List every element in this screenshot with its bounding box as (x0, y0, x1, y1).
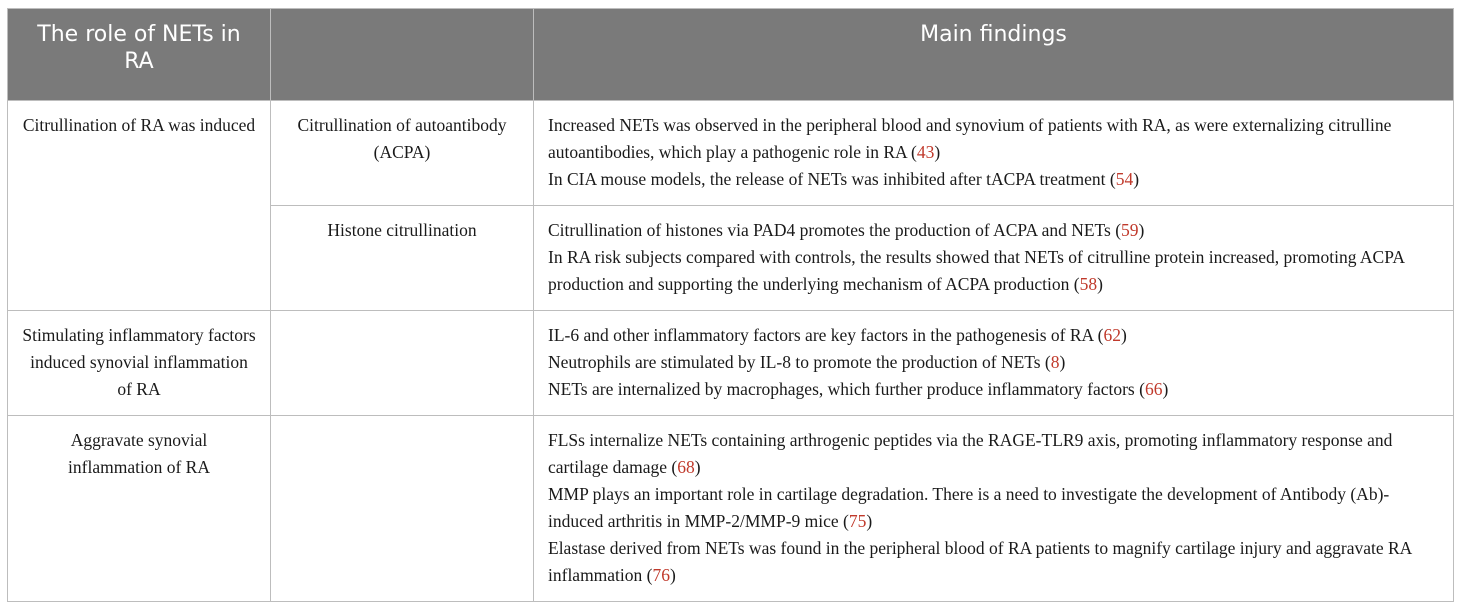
header-row (8, 9, 1454, 101)
finding-tail: ) (934, 142, 941, 162)
finding-line (548, 535, 1439, 589)
finding-text: In RA risk subjects compared with controls, the results showed that NETs of citrulline protein increased, promoting ACPA production and supporting the underlying mechanism of ACPA production ( (548, 247, 1404, 294)
subcategory-cell: Citrullination of autoantibody (ACPA) (271, 101, 534, 206)
finding-line (548, 322, 1439, 349)
finding-tail: ) (1133, 169, 1140, 189)
reference-link[interactable]: 66 (1144, 379, 1163, 399)
table-header (8, 9, 1454, 101)
finding-tail: ) (694, 457, 701, 477)
subcategory-cell (271, 416, 534, 602)
reference-link[interactable]: 76 (652, 565, 670, 585)
findings-cell (534, 416, 1454, 602)
finding-tail: ) (670, 565, 676, 585)
finding-text: IL-6 and other inflammatory factors are key factors in the pathogenesis of RA ( (548, 325, 1104, 345)
finding-text: NETs are internalized by macrophages, which further produce inflammatory factors ( (548, 379, 1145, 399)
table-row (8, 416, 1454, 602)
findings-cell (534, 101, 1454, 206)
findings-cell (534, 311, 1454, 416)
subcategory-cell: Histone citrullination (271, 206, 534, 311)
header-subcategory (271, 9, 534, 101)
finding-text: Neutrophils are stimulated by IL-8 to promote the production of NETs ( (548, 352, 1051, 372)
findings-cell (534, 206, 1454, 311)
reference-link[interactable]: 43 (916, 142, 935, 162)
reference-link[interactable]: 59 (1121, 220, 1139, 240)
nets-ra-table (7, 8, 1454, 602)
finding-tail: ) (1120, 325, 1127, 345)
reference-link[interactable]: 68 (677, 457, 695, 477)
finding-line (548, 349, 1439, 376)
finding-line (548, 376, 1439, 403)
finding-line (548, 112, 1439, 166)
finding-text: Increased NETs was observed in the peripheral blood and synovium of patients with RA, as were externalizing citrulline autoantibodies, which play a pathogenic role in RA ( (548, 115, 1392, 162)
reference-link[interactable]: 62 (1103, 325, 1121, 345)
header-role: The role of NETs in RA (8, 9, 271, 101)
finding-tail: ) (1059, 352, 1066, 372)
table-body (8, 101, 1454, 602)
finding-text: Elastase derived from NETs was found in the peripheral blood of RA patients to magnify cartilage injury and aggravate RA inflammation ( (548, 538, 1412, 585)
finding-line (548, 217, 1439, 244)
finding-text: MMP plays an important role in cartilage degradation. There is a need to investigate the development of Antibody (Ab)-induced arthritis in MMP-2/MMP-9 mice ( (548, 484, 1390, 531)
category-cell: Citrullination of RA was induced (8, 101, 271, 311)
reference-link[interactable]: 8 (1050, 352, 1060, 372)
finding-tail: ) (1162, 379, 1169, 399)
finding-tail: ) (1138, 220, 1145, 240)
finding-line (548, 427, 1439, 481)
reference-link[interactable]: 58 (1079, 274, 1098, 294)
finding-text: FLSs internalize NETs containing arthrogenic peptides via the RAGE-TLR9 axis, promoting inflammatory response and cartilage damage ( (548, 430, 1393, 477)
finding-text: Citrullination of histones via PAD4 promotes the production of ACPA and NETs ( (548, 220, 1122, 240)
reference-link[interactable]: 54 (1115, 169, 1134, 189)
finding-text: In CIA mouse models, the release of NETs was inhibited after tACPA treatment ( (548, 169, 1116, 189)
finding-tail: ) (1097, 274, 1103, 294)
finding-tail: ) (866, 511, 873, 531)
category-cell: Stimulating inflammatory factors induced synovial inflammation of RA (8, 311, 271, 416)
header-main-findings: Main findings (534, 9, 1454, 101)
category-cell: Aggravate synovial inflammation of RA (8, 416, 271, 602)
reference-link[interactable]: 75 (848, 511, 867, 531)
table-row (8, 311, 1454, 416)
finding-line (548, 481, 1439, 535)
finding-line (548, 244, 1439, 298)
table-row (8, 101, 1454, 206)
subcategory-cell (271, 311, 534, 416)
finding-line (548, 166, 1439, 193)
